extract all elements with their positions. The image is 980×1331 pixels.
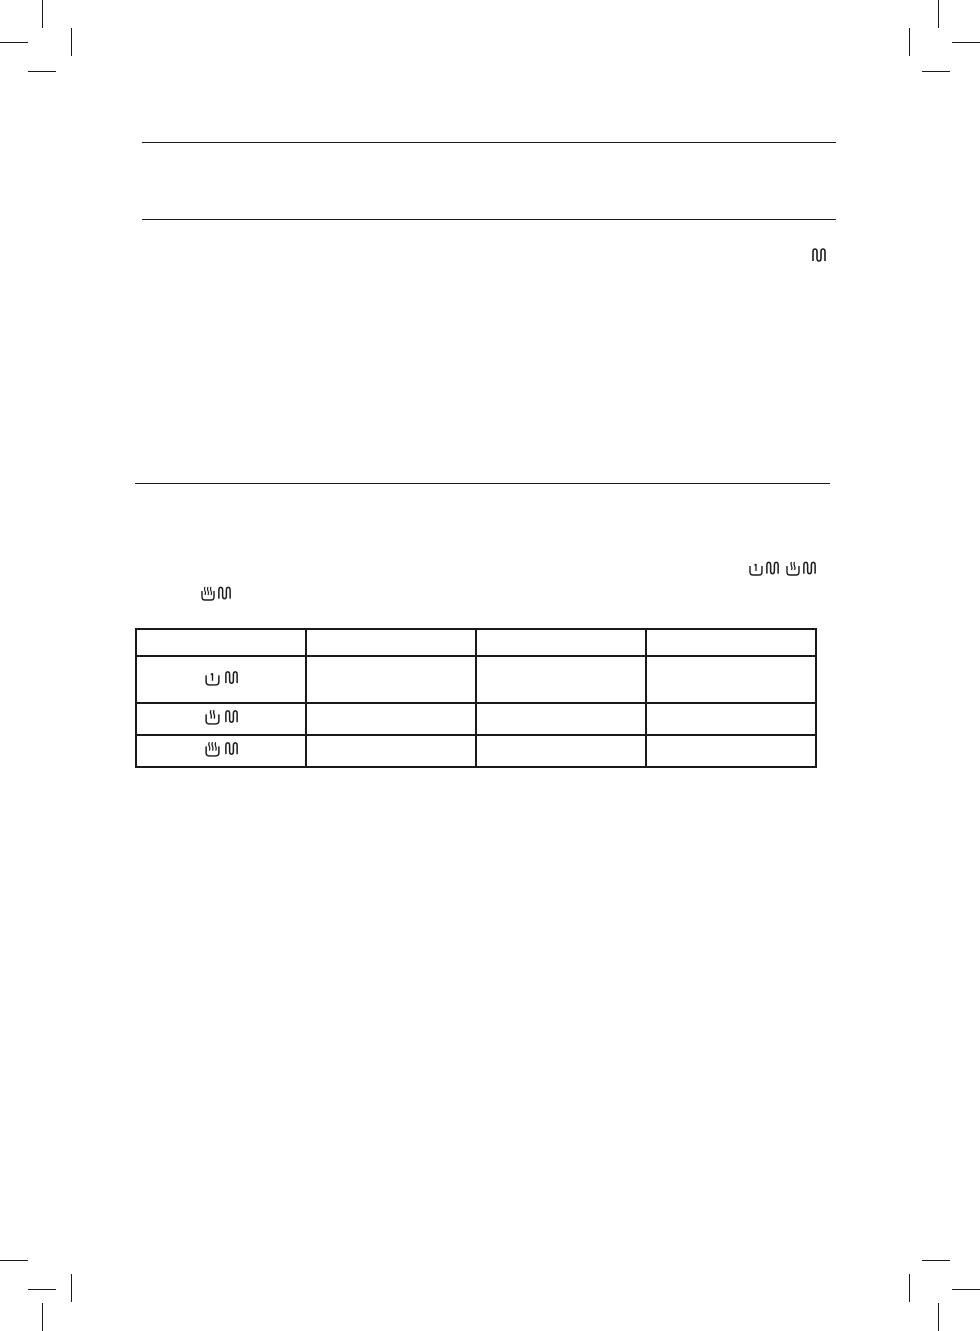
water-level-3-icon <box>200 585 216 601</box>
table-header-cell <box>646 629 816 656</box>
table-row-icon-cell <box>136 703 306 735</box>
heating-element-icon <box>217 585 232 601</box>
water-level-2-icon <box>785 560 801 576</box>
heating-element-icon <box>765 560 780 576</box>
table-cell <box>306 703 476 735</box>
water-level-2-icon <box>204 708 221 730</box>
table-header-row <box>136 629 816 656</box>
crop-mark <box>922 71 950 72</box>
table-header-cell <box>306 629 476 656</box>
table-cell <box>476 656 646 703</box>
crop-mark <box>42 0 43 28</box>
table-cell <box>646 703 816 735</box>
heating-element-icon <box>224 708 239 730</box>
section-divider <box>135 483 830 484</box>
crop-mark <box>952 1289 980 1290</box>
heating-element-icon <box>224 669 239 691</box>
crop-mark <box>28 71 56 72</box>
crop-mark <box>28 1289 56 1290</box>
settings-table <box>135 628 817 768</box>
table-row-icon-cell <box>136 735 306 767</box>
heating-element-icon <box>802 560 817 576</box>
crop-mark <box>922 1260 950 1261</box>
top-rule <box>142 142 836 143</box>
table-row-icon-cell <box>136 656 306 703</box>
crop-mark <box>42 1303 43 1331</box>
water-level-3-icon <box>204 740 221 762</box>
crop-mark <box>952 42 980 43</box>
crop-mark <box>71 28 72 56</box>
crop-mark <box>71 1274 72 1302</box>
heating-element-icon <box>224 740 239 762</box>
table-row <box>136 656 816 703</box>
table-header-cell <box>136 629 306 656</box>
table-header-cell <box>476 629 646 656</box>
crop-mark <box>0 1260 28 1261</box>
crop-mark <box>909 28 910 56</box>
table-cell <box>646 735 816 767</box>
table-cell <box>476 735 646 767</box>
crop-mark <box>938 1303 939 1331</box>
table-row <box>136 703 816 735</box>
table-cell <box>306 735 476 767</box>
crop-mark <box>909 1274 910 1302</box>
crop-mark <box>938 0 939 28</box>
water-level-1-icon <box>748 560 764 576</box>
table-cell <box>476 703 646 735</box>
water-level-1-icon <box>204 669 221 691</box>
table-cell <box>646 656 816 703</box>
table-row <box>136 735 816 767</box>
heating-element-icon <box>811 247 827 263</box>
crop-mark <box>0 42 28 43</box>
section-rule <box>142 219 836 220</box>
table-cell <box>306 656 476 703</box>
